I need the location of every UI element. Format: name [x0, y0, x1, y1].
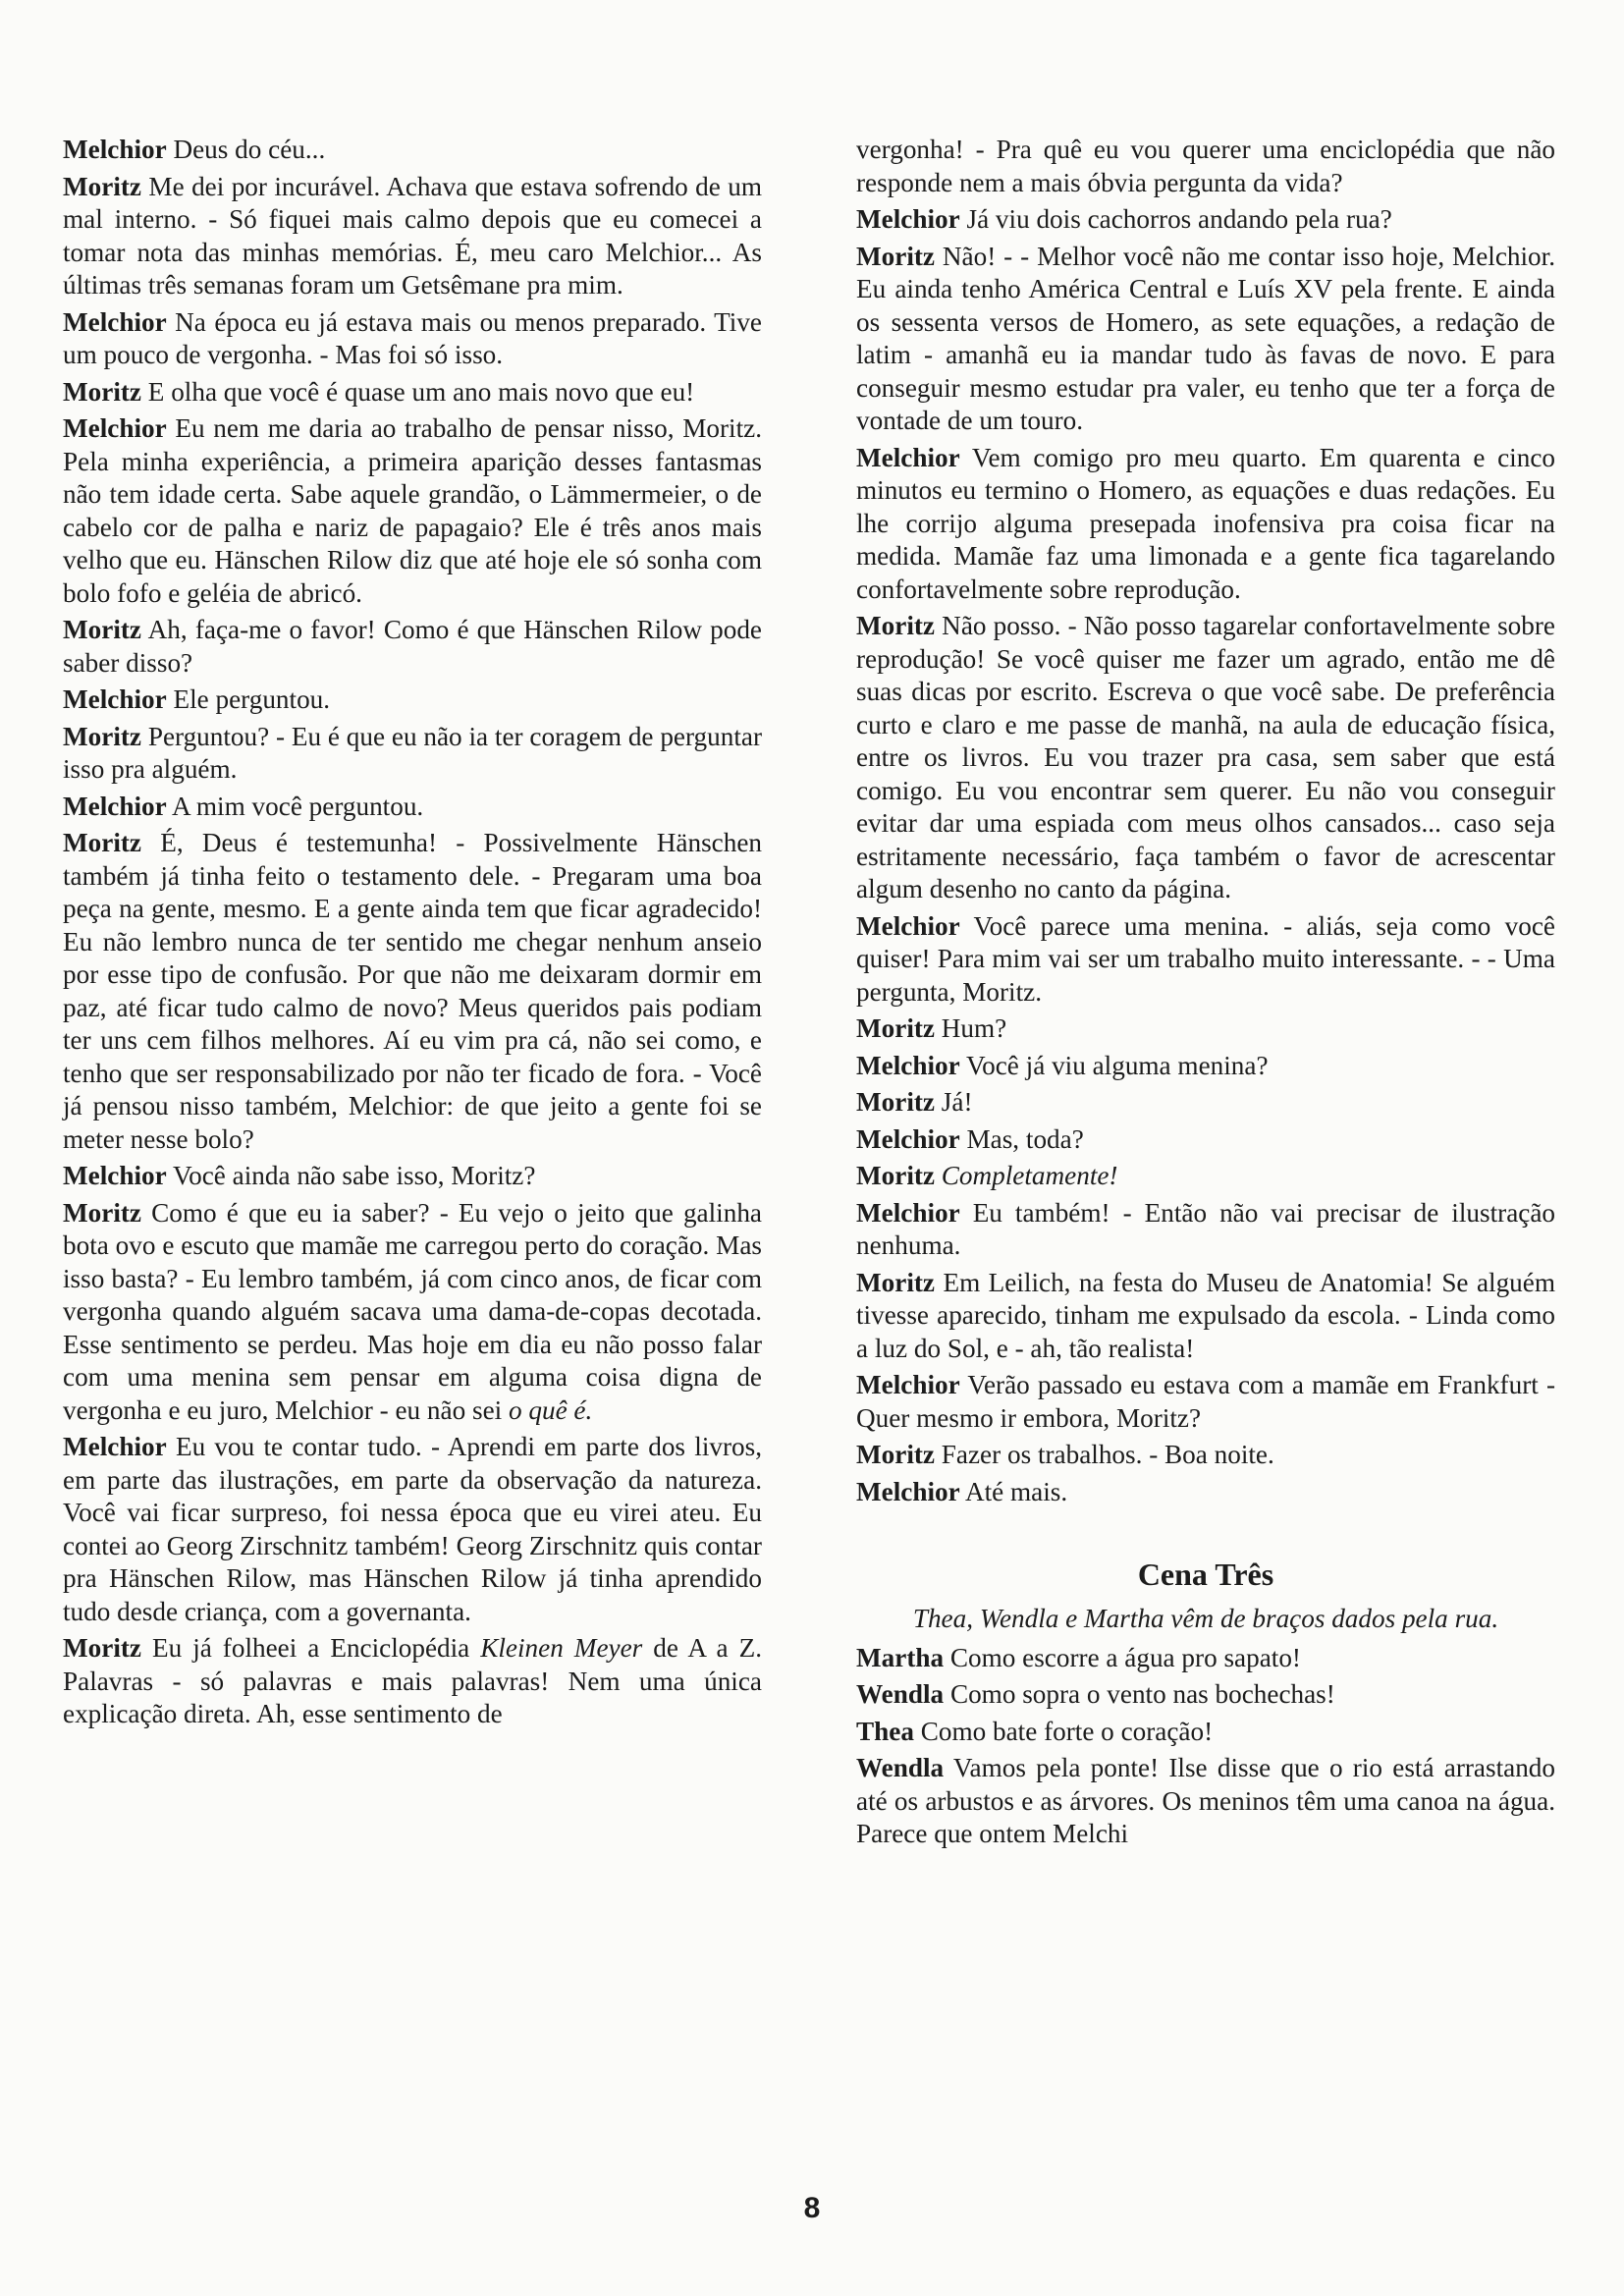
line-text: E olha que você é quase um ano mais novo que eu! [141, 376, 695, 407]
dialogue-line [856, 1642, 1555, 1675]
dialogue-line [63, 721, 762, 787]
speaker-name: Thea [856, 1716, 914, 1746]
speaker-name: Melchior [856, 1123, 960, 1154]
line-text: Vem comigo pro meu quarto. Em quarenta e cinco minutos eu termino o Homero, as equações e duas redações. Eu lhe corrijo alguma presepada inofensiva pra coisa ficar na medida. Mamãe faz uma limonada e a gente fica tagarelando confortavelmente sobre reprodução. [856, 442, 1555, 604]
speaker-name: Moritz [63, 1633, 141, 1663]
emphasis-text: Completamente! [941, 1161, 1118, 1190]
dialogue-line [856, 1267, 1555, 1366]
line-text: Não posso. - Não posso tagarelar confortavelmente sobre reprodução! Se você quiser me fazer um agrado, então me dê suas dicas por escrito. Escreva o que você sabe. De preferência curto e claro e me passe de manhã, na aula de educação física, entre os livros. Eu vou trazer pra casa, sem saber que está comigo. Eu vou encontrar sem querer. Eu não vou conseguir evitar dar uma espiada com meus olhos cansados... caso seja estritamente necessário, faça também o favor de acrescentar algum desenho no canto da página. [856, 611, 1555, 903]
dialogue-line [63, 306, 762, 372]
line-text: Já! [935, 1087, 973, 1117]
dialogue-line [63, 1431, 762, 1628]
dialogue-line [63, 134, 762, 167]
line-text: Como escorre a água pro sapato! [944, 1642, 1301, 1672]
line-text: vergonha! - Pra quê eu vou querer uma enciclopédia que não responde nem a mais óbvia pergunta da vida? [856, 135, 1555, 197]
dialogue-line [856, 1086, 1555, 1120]
book-title: Kleinen Meyer [480, 1633, 643, 1663]
left-column [63, 134, 762, 1735]
speaker-name: Moritz [856, 1440, 935, 1469]
speaker-name: Melchior [63, 791, 167, 821]
speaker-name: Moritz [856, 1013, 935, 1043]
speaker-name: Moritz [63, 171, 141, 201]
line-text: Mas, toda? [959, 1123, 1084, 1154]
line-text: A mim você perguntou. [166, 791, 424, 821]
dialogue-line [856, 1369, 1555, 1435]
line-text: Ele perguntou. [166, 684, 331, 714]
speaker-name: Moritz [63, 376, 141, 407]
speaker-name: Wendla [856, 1753, 945, 1782]
speaker-name: Melchior [856, 1050, 960, 1080]
dialogue-line [856, 1678, 1555, 1712]
scene-heading: Cena Três [1137, 1557, 1274, 1592]
line-text: Até mais. [959, 1476, 1068, 1506]
line-text: Hum? [935, 1013, 1007, 1043]
line-text: Você parece uma menina. - aliás, seja como você quiser! Para mim vai ser um trabalho muito interessante. - - Uma pergunta, Moritz. [856, 910, 1555, 1007]
line-text: de A a Z. Palavras - só palavras e mais palavras! Nem uma única explicação direta. Ah, esse sentimento de [63, 1633, 762, 1728]
dialogue-line [856, 1012, 1555, 1046]
dialogue-line [856, 1716, 1555, 1749]
dialogue-line [63, 683, 762, 717]
line-text: Como bate forte o coração! [913, 1716, 1214, 1746]
line-text: Deus do céu... [166, 135, 326, 164]
speaker-name: Melchior [63, 135, 167, 164]
speaker-name: Melchior [63, 413, 167, 443]
dialogue-line [856, 610, 1555, 906]
speaker-name: Moritz [856, 1087, 935, 1117]
dialogue-line [856, 203, 1555, 237]
speaker-name: Melchior [856, 1197, 960, 1228]
dialogue-line [856, 1123, 1555, 1157]
dialogue-line [856, 442, 1555, 607]
line-text: Ah, faça-me o favor! Como é que Hänschen Rilow pode saber disso? [63, 615, 762, 678]
line-text [935, 1161, 942, 1190]
dialogue-line [856, 1752, 1555, 1851]
speaker-name: Melchior [856, 1476, 960, 1506]
speaker-name: Melchior [856, 442, 960, 472]
speaker-name: Melchior [856, 910, 960, 941]
line-text: Perguntou? - Eu é que eu não ia ter coragem de perguntar isso pra alguém. [63, 721, 762, 784]
dialogue-line [63, 376, 762, 410]
line-text: Eu também! - Então não vai precisar de ilustração nenhuma. [856, 1197, 1555, 1260]
speaker-name: Melchior [63, 684, 167, 714]
line-text: Me dei por incurável. Achava que estava sofrendo de um mal interno. - Só fiquei mais calmo depois que eu comecei a tomar nota das minhas memórias. É, meu caro Melchior... As últimas três semanas foram um Getsêmane pra mim. [63, 171, 762, 300]
speaker-name: Moritz [63, 615, 141, 644]
line-text: Na época eu já estava mais ou menos preparado. Tive um pouco de vergonha. - Mas foi só isso. [63, 306, 762, 369]
speaker-name: Melchior [856, 1370, 960, 1399]
speaker-name: Moritz [856, 241, 935, 271]
dialogue-line [63, 827, 762, 1156]
speaker-name: Moritz [856, 1267, 935, 1297]
dialogue-line [856, 134, 1555, 199]
line-text: Como sopra o vento nas bochechas! [944, 1679, 1335, 1709]
dialogue-line [63, 412, 762, 610]
line-text: Já viu dois cachorros andando pela rua? [959, 204, 1392, 234]
dialogue-line [856, 241, 1555, 438]
stage-direction: Thea, Wendla e Martha vêm de braços dados pela rua. [912, 1604, 1499, 1633]
speaker-name: Moritz [856, 611, 935, 640]
right-column [856, 134, 1555, 1855]
line-text: Você ainda não sabe isso, Moritz? [166, 1161, 536, 1190]
speaker-name: Melchior [63, 306, 167, 337]
speaker-name: Melchior [63, 1432, 167, 1461]
speaker-name: Martha [856, 1642, 945, 1672]
speaker-name: Melchior [856, 204, 960, 234]
dialogue-line [63, 171, 762, 302]
dialogue-line [856, 910, 1555, 1010]
dialogue-line [856, 1197, 1555, 1263]
line-text: Eu já folheei a Enciclopédia [141, 1633, 481, 1663]
speaker-name: Wendla [856, 1679, 945, 1709]
speaker-name: Moritz [63, 828, 141, 857]
speaker-name: Moritz [63, 721, 141, 751]
dialogue-line [856, 1160, 1555, 1193]
dialogue-line [856, 1050, 1555, 1083]
dialogue-line [63, 1632, 762, 1731]
line-text: Eu vou te contar tudo. - Aprendi em parte dos livros, em parte das ilustrações, em parte da observação da natureza. Você vai ficar surpreso, foi nessa época que eu virei ateu. Eu contei ao Georg Zirschnitz também! Georg Zirschnitz quis contar pra Hänschen Rilow, mas Hänschen Rilow já tinha aprendido tudo desde criança, com a governanta. [63, 1432, 762, 1626]
page-number: 8 [803, 2192, 821, 2224]
line-text: É, Deus é testemunha! - Possivelmente Hänschen também já tinha feito o testamento dele. - Pregaram uma boa peça na gente, mesmo. E a gente ainda tem que ficar agradecido! Eu não lembro nunca de ter sentido me chegar nenhum anseio por esse tipo de confusão. Por que não me deixaram dormir em paz, até ficar tudo calmo de novo? Meus queridos pais podiam ter uns cem filhos melhores. Aí eu vim pra cá, não sei como, e tenho que ser responsabilizado por não ter ficado de fora. - Você já pensou nisso também, Melchior: de que jeito a gente foi se meter nesse bolo? [63, 828, 762, 1154]
line-text: Em Leilich, na festa do Museu de Anatomia! Se alguém tivesse aparecido, tinham me expulsado da escola. - Linda como a luz do Sol, e - ah, tão realista! [856, 1267, 1555, 1363]
dialogue-line [63, 614, 762, 680]
line-text: Fazer os trabalhos. - Boa noite. [935, 1440, 1274, 1469]
dialogue-line [63, 1197, 762, 1428]
line-text: Você já viu alguma menina? [959, 1050, 1269, 1080]
line-text: Como é que eu ia saber? - Eu vejo o jeito que galinha bota ovo e escuto que mamãe me carregou perto do coração. Mas isso basta? - Eu lembro também, já com cinco anos, de ficar com vergonha quando alguém sacava uma dama-de-copas decotada. Esse sentimento se perdeu. Mas hoje em dia eu não posso falar com uma menina sem pensar em alguma coisa digna de vergonha e eu juro, Melchior - eu não sei [63, 1197, 762, 1425]
speaker-name: Moritz [856, 1161, 935, 1190]
dialogue-line [856, 1476, 1555, 1509]
emphasis-text: o quê é. [508, 1394, 593, 1425]
line-text: Não! - - Melhor você não me contar isso hoje, Melchior. Eu ainda tenho América Central e Luís XV pela frente. E ainda os sessenta versos de Homero, as sete equações, a redação de latim - amanhã eu ia mandar tudo às favas de novo. E para conseguir mesmo estudar pra valer, eu tenho que ter a força de vontade de um touro. [856, 241, 1555, 435]
line-text: Vamos pela ponte! Ilse disse que o rio está arrastando até os arbustos e as árvores. Os meninos têm uma canoa na água. Parece que ontem Melchi [856, 1753, 1555, 1848]
speaker-name: Moritz [63, 1197, 141, 1228]
line-text: Verão passado eu estava com a mamãe em Frankfurt - Quer mesmo ir embora, Moritz? [856, 1370, 1555, 1433]
dialogue-line [63, 791, 762, 824]
dialogue-line [856, 1439, 1555, 1472]
dialogue-line [63, 1160, 762, 1193]
line-text: Eu nem me daria ao trabalho de pensar nisso, Moritz. Pela minha experiência, a primeira aparição desses fantasmas não tem idade certa. Sabe aquele grandão, o Lämmermeier, o de cabelo cor de palha e nariz de papagaio? Ele é três anos mais velho que eu. Hänschen Rilow diz que até hoje ele só sonha com bolo fofo e geléia de abricó. [63, 413, 762, 608]
speaker-name: Melchior [63, 1161, 167, 1190]
